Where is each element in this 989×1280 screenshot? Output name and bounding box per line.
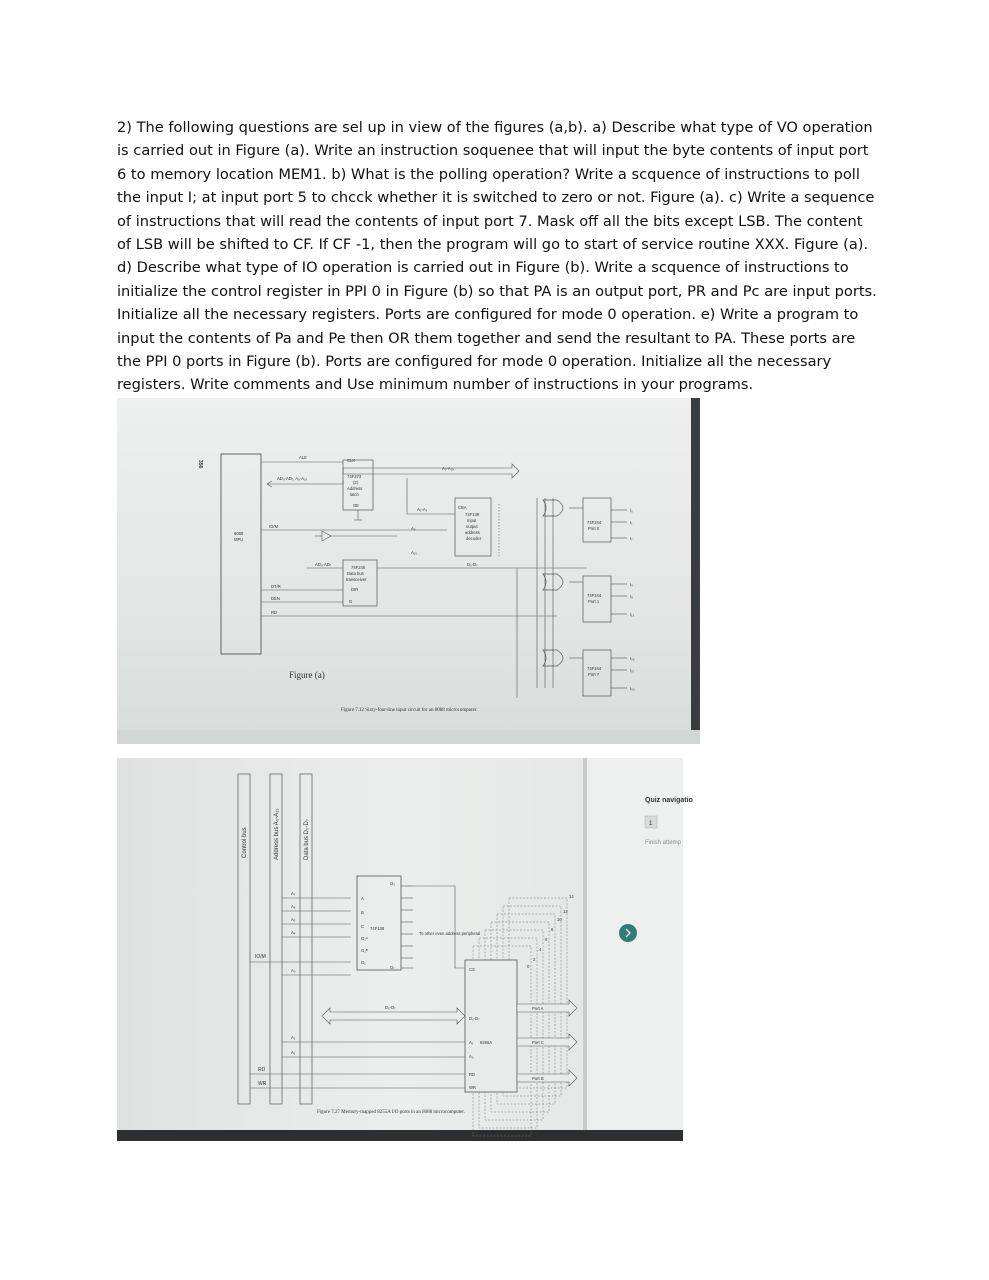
buffer-0-line-2: Port 0: [588, 526, 600, 531]
figure-b-caption: Figure 7.27 Memory-mapped 8255A I/O ports in an 8088 microcomputer.: [317, 1110, 465, 1115]
address-bus-arrow: [343, 464, 519, 478]
den-label: DEN: [271, 596, 280, 601]
address-bus-label: A₀-A₁₉: [442, 466, 454, 471]
dtr-label: DT/R: [271, 584, 281, 589]
transceiver-line-2: Data bus: [347, 571, 364, 576]
stack-number-12: 12: [563, 909, 568, 914]
sidebar-divider: [583, 758, 587, 1141]
rd-label: RD: [271, 610, 278, 615]
addr-a4: A₄: [291, 930, 296, 935]
control-bus-label: Control bus: [242, 827, 248, 858]
port-c-label: Port C: [532, 1040, 544, 1045]
addr-a1: A₁: [291, 1035, 296, 1040]
quiz-navigation-title: Quiz navigatio: [645, 797, 693, 804]
port-a-label: Port A: [532, 1006, 544, 1011]
decoder-line-5: address: [465, 530, 480, 535]
addr-a6: A₆: [291, 904, 296, 909]
next-arrow-button[interactable]: [619, 924, 637, 942]
port-b-arrow: [517, 1070, 577, 1086]
transceiver-line-3: transceiver: [346, 577, 367, 582]
decoder-in-g1: G₁: [361, 960, 366, 965]
stack-number-0: 0: [527, 964, 530, 969]
cs-select-line: [413, 886, 465, 968]
latch-oe-label: OE: [353, 503, 360, 508]
stack-number-4: 4: [539, 947, 542, 952]
data-bus-arrow: [322, 1008, 465, 1024]
input-1: I₁: [630, 520, 633, 525]
addr-a7: A₇: [291, 891, 296, 896]
stack-number-6: 6: [545, 937, 548, 942]
transceiver-g: G: [349, 599, 353, 604]
photo-edge: [691, 398, 700, 744]
data-bus-label: Data bus D₀-D₇: [304, 819, 310, 860]
figure-a-caption: Figure 7.12 Sixty-four-line input circuit for an 8088 microcomputer.: [341, 708, 478, 713]
ppi-rd: RD: [469, 1072, 476, 1077]
decoder-out-last: O₇: [390, 965, 395, 970]
addr-a5: A₅: [291, 917, 296, 922]
mpu-label-2: MPU: [234, 537, 244, 542]
decoder-out-first: O₀: [390, 881, 395, 886]
decoder-74f138: [357, 876, 401, 970]
buffer-0-line-1: 74F244: [587, 520, 602, 525]
data-bus-line: [377, 568, 587, 698]
input-lines: [611, 510, 627, 688]
ppi-data: D₀-D₇: [469, 1016, 480, 1021]
figure-a-photo: [117, 398, 700, 744]
peripheral-note: To other even address peripheral: [419, 931, 481, 936]
addr-a0: A₀: [291, 968, 296, 973]
ppi-cs: CS: [469, 967, 475, 972]
decoder-line-1: CBA: [458, 505, 467, 510]
figure-b-diagram: [117, 758, 693, 1141]
mpu-label-1: 8088: [234, 531, 244, 536]
buffer-2-line-2: Port 7: [588, 672, 600, 677]
figure-a-label: Figure (a): [289, 670, 325, 680]
decoder-label: 74F138: [370, 926, 385, 931]
iom-label: IO/M: [269, 524, 279, 529]
input-4: I₉: [630, 594, 633, 599]
decoder-in-c: C: [361, 924, 365, 929]
a0-label: A₀: [411, 526, 416, 531]
finish-attempt-link[interactable]: Finish attemp: [645, 840, 682, 846]
question-nav-number: 1: [649, 821, 653, 827]
photo-bottom-edge: [117, 1130, 683, 1141]
iom-signal: IO/M: [255, 954, 266, 960]
stack-number-8: 8: [551, 927, 554, 932]
latch-line-1: 74F373: [347, 474, 362, 479]
a3a5-label: A₃-A₅: [417, 507, 428, 512]
latch-line-3: Address: [347, 486, 363, 491]
rd-signal: RD: [258, 1067, 266, 1073]
ad-low-label: AD₀-AD₇: [315, 562, 332, 567]
decoder-line-2: 74F138: [465, 512, 480, 517]
decoder-in-b: B: [361, 910, 364, 915]
input-5: I₁₅: [630, 612, 635, 617]
buffer-1-line-2: Port 1: [588, 599, 600, 604]
input-3: I₈: [630, 582, 633, 587]
stack-number-14: 14: [569, 894, 574, 899]
latch-line-4: latch: [350, 492, 359, 497]
input-8: I₆₃: [630, 686, 635, 691]
wr-signal: WR: [258, 1081, 267, 1087]
question-text: 2) The following questions are sel up in view of the figures (a,b). a) Describe what type of VO operation is carried out in Figure (a). Write an instruction soquenee that will input the byte contents of input port 6 to memory location MEM1. b) What is the polling operation? Write a scquence of instructions to poll the input I; at input port 5 to chcck whether it is switched to zero or not. Figure (a). c) Write a sequence of instructions that will read the contents of input port 7. Mask off all the bits except LSB. The content of LSB will be shifted to CF. If CF -1, then the program will go to start of service routine XXX. Figure (a). d) Describe what type of IO operation is carried out in Figure (b). Write a scquence of instructions to initialize the control register in PPI 0 in Figure (b) so that PA is an output port, PR and Pc are input ports. Initialize all the necessary registers. Ports are configured for mode 0 operation. e) Write a program to input the contents of Pa and Pe then OR them together and send the resultant to PA. These ports are the PPI 0 ports in Figure (b). Ports are configured for mode 0 operation. Initialize all the necessary registers. Write comments and Use minimum number of instructions in your programs.: [117, 119, 877, 394]
inverter-symbol: [322, 531, 331, 541]
decoder-in-g2a: G₂ᴬ: [361, 936, 368, 941]
decoder-line-4: output: [466, 524, 478, 529]
mpu-block: [221, 454, 261, 654]
ale-label: ALE: [299, 455, 307, 460]
ppi-label: 8255A: [480, 1040, 493, 1045]
addr-a2: A₂: [291, 1050, 296, 1055]
port-a-arrow: [517, 1000, 577, 1016]
transceiver-dir: DIR: [351, 587, 359, 592]
page-number: 356: [197, 460, 203, 469]
decoder-output-lines: [401, 886, 413, 968]
buffer-2-line-1: 74F244: [587, 666, 602, 671]
transceiver-line-1: 74F245: [351, 565, 366, 570]
ppi-a0: A₀: [469, 1054, 474, 1059]
photo-bottom-shade: [117, 730, 700, 744]
ad-bus-label: AD₀-AD₇, A₈-A₁₉: [277, 476, 308, 481]
buffer-1-line-1: 74F244: [587, 593, 602, 598]
input-0: I₀: [630, 508, 633, 513]
input-7: I₅₇: [630, 668, 635, 673]
figure-a-diagram: [117, 398, 700, 744]
data-bus-arrow-label: D₀-D₇: [385, 1005, 396, 1010]
decoder-in-a: A: [361, 896, 364, 901]
stack-number-10: 10: [557, 917, 562, 922]
address-bus-label: Address bus A₀-A₁₉: [274, 808, 280, 860]
a15-label: A₁₅: [411, 550, 417, 555]
stack-number-2: 2: [533, 957, 536, 962]
input-6: I₅₆: [630, 656, 635, 661]
control-bus: [238, 774, 250, 1104]
decoder-in-g2b: G₂ᴮ: [361, 948, 368, 953]
port-c-arrow: [517, 1034, 577, 1050]
figure-b-photo: [117, 758, 693, 1141]
decoder-line-6: decoder: [466, 536, 482, 541]
decoder-line-3: Input: [467, 518, 477, 523]
ppi-a1: A₁: [469, 1040, 474, 1045]
d0d7-label: D₀-D₇: [467, 562, 478, 567]
lms-sidebar: [583, 758, 683, 1141]
port-b-label: Port B: [532, 1076, 544, 1081]
input-2: I₇: [630, 536, 633, 541]
latch-line-2: (2): [353, 480, 359, 485]
ad-bus-line: [267, 480, 343, 487]
ppi-wr: WR: [469, 1085, 476, 1090]
clk-label: CLK: [347, 458, 356, 463]
